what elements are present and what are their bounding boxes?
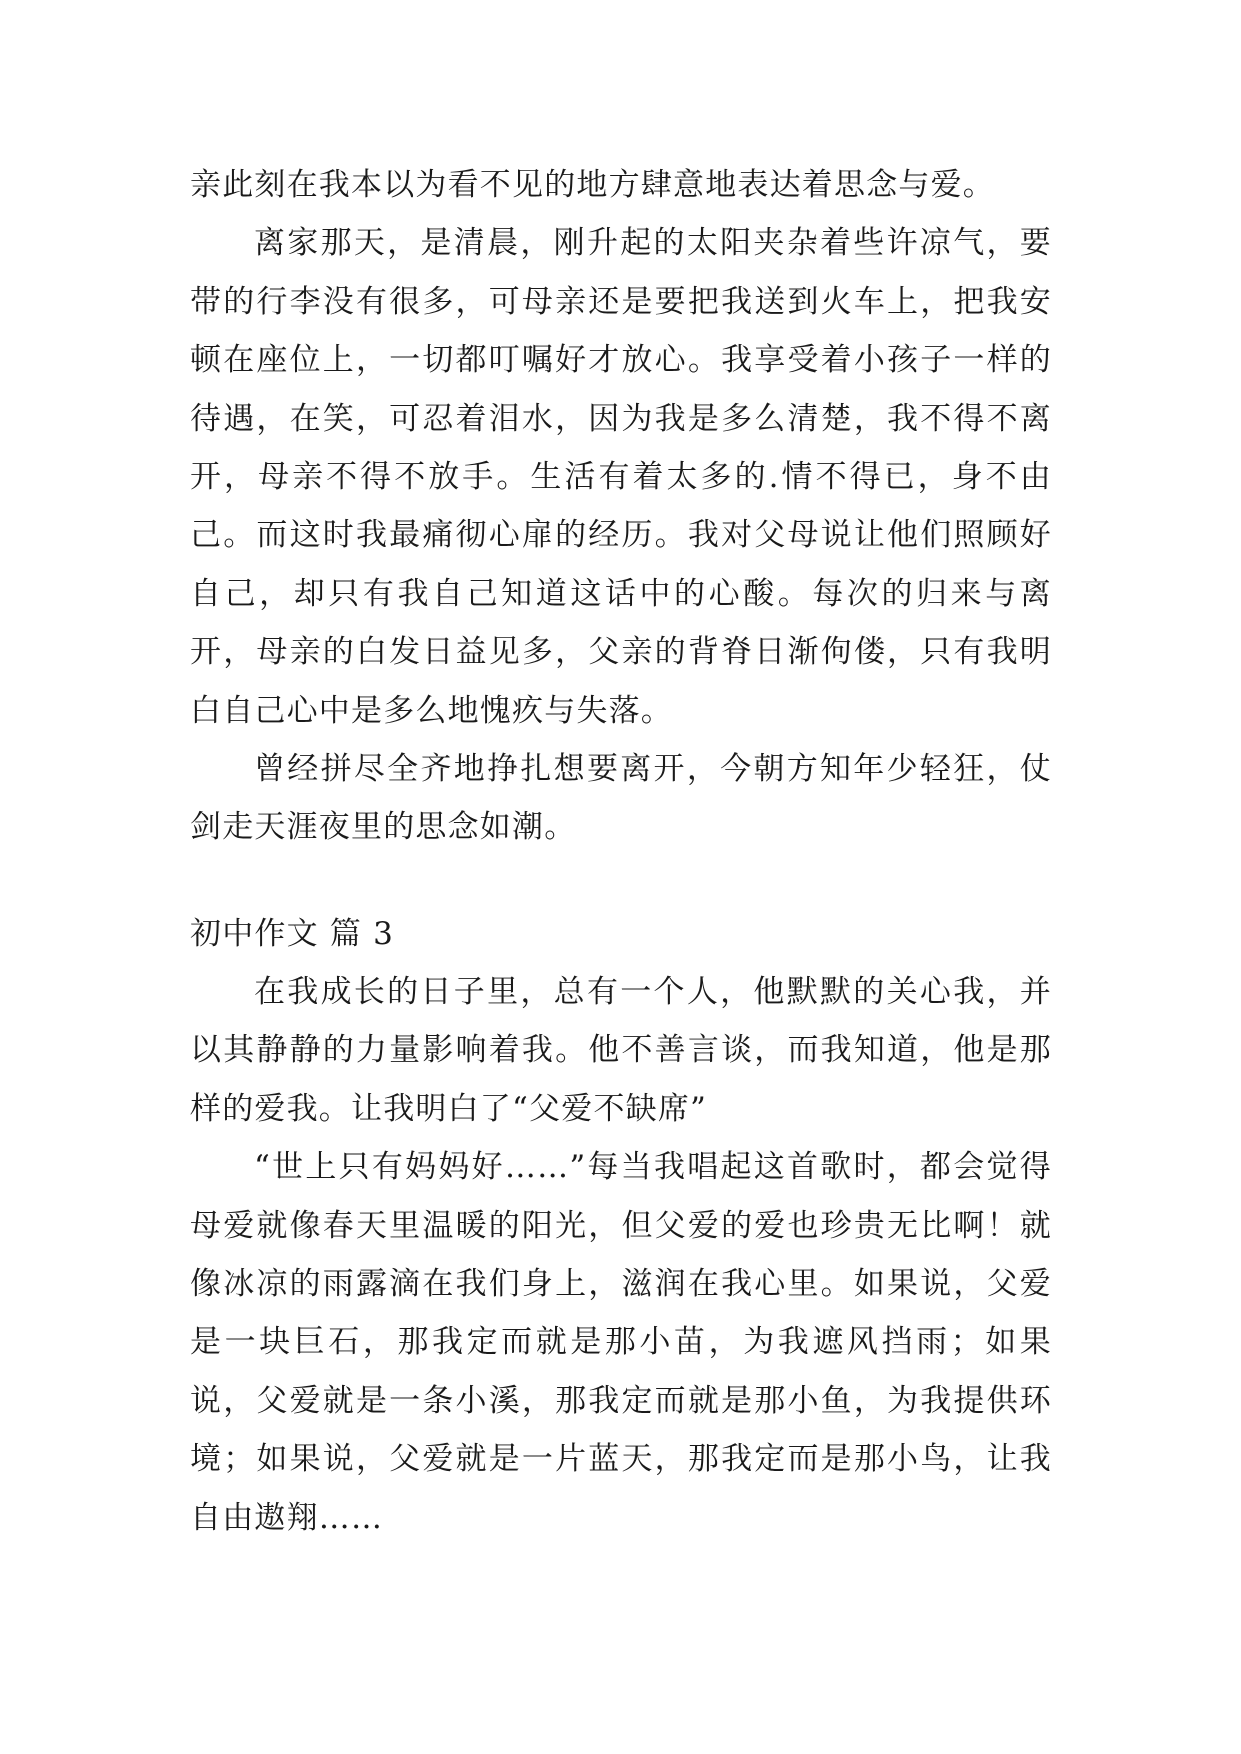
paragraph-youthful-struggle: 曾经拼尽全齐地挣扎想要离开，今朝方知年少轻狂，仗剑走天涯夜里的思念如潮。 <box>190 751 1052 846</box>
paragraph-continuation: 亲此刻在我本以为看不见的地方肆意地表达着思念与爱。 <box>190 167 995 203</box>
paragraph-father-love: “世上只有妈妈好……”每当我唱起这首歌时，都会觉得母爱就像春天里温暖的阳光，但父爱的爱也珍贵无比啊！就像冰凉的雨露滴在我们身上，滋润在我心里。如果说，父爱是一块巨石，那我定而就是那小苗，为我遮风挡雨；如果说，父爱就是一条小溪，那我定而就是那小鱼，为我提供环境；如果说，父爱就是一片蓝天，那我定而是那小鸟，让我自由遨翔…… <box>190 1149 1052 1536</box>
paragraph-leaving-home: 离家那天，是清晨，刚升起的太阳夹杂着些许凉气，要带的行李没有很多，可母亲还是要把我送到火车上，把我安顿在座位上，一切都叮嘱好才放心。我享受着小孩子一样的待遇，在笑，可忍着泪水，因为我是多么清楚，我不得不离开，母亲不得不放手。生活有着太多的.情不得已，身不由己。而这时我最痛彻心扉的经历。我对父母说让他们照顾好自己，却只有我自己知道这话中的心酸。每次的归来与离开，母亲的白发日益见多，父亲的背脊日渐佝偻，只有我明白自己心中是多么地愧疚与失落。 <box>190 225 1052 729</box>
essay-section-previous <box>190 156 1052 857</box>
paragraph-father-intro: 在我成长的日子里，总有一个人，他默默的关心我，并以其静静的力量影响着我。他不善言谈，而我知道，他是那样的爱我。让我明白了“父爱不缺席” <box>190 974 1052 1127</box>
essay-heading: 初中作文 篇 3 <box>190 916 395 952</box>
essay-section-3 <box>190 963 1052 1547</box>
